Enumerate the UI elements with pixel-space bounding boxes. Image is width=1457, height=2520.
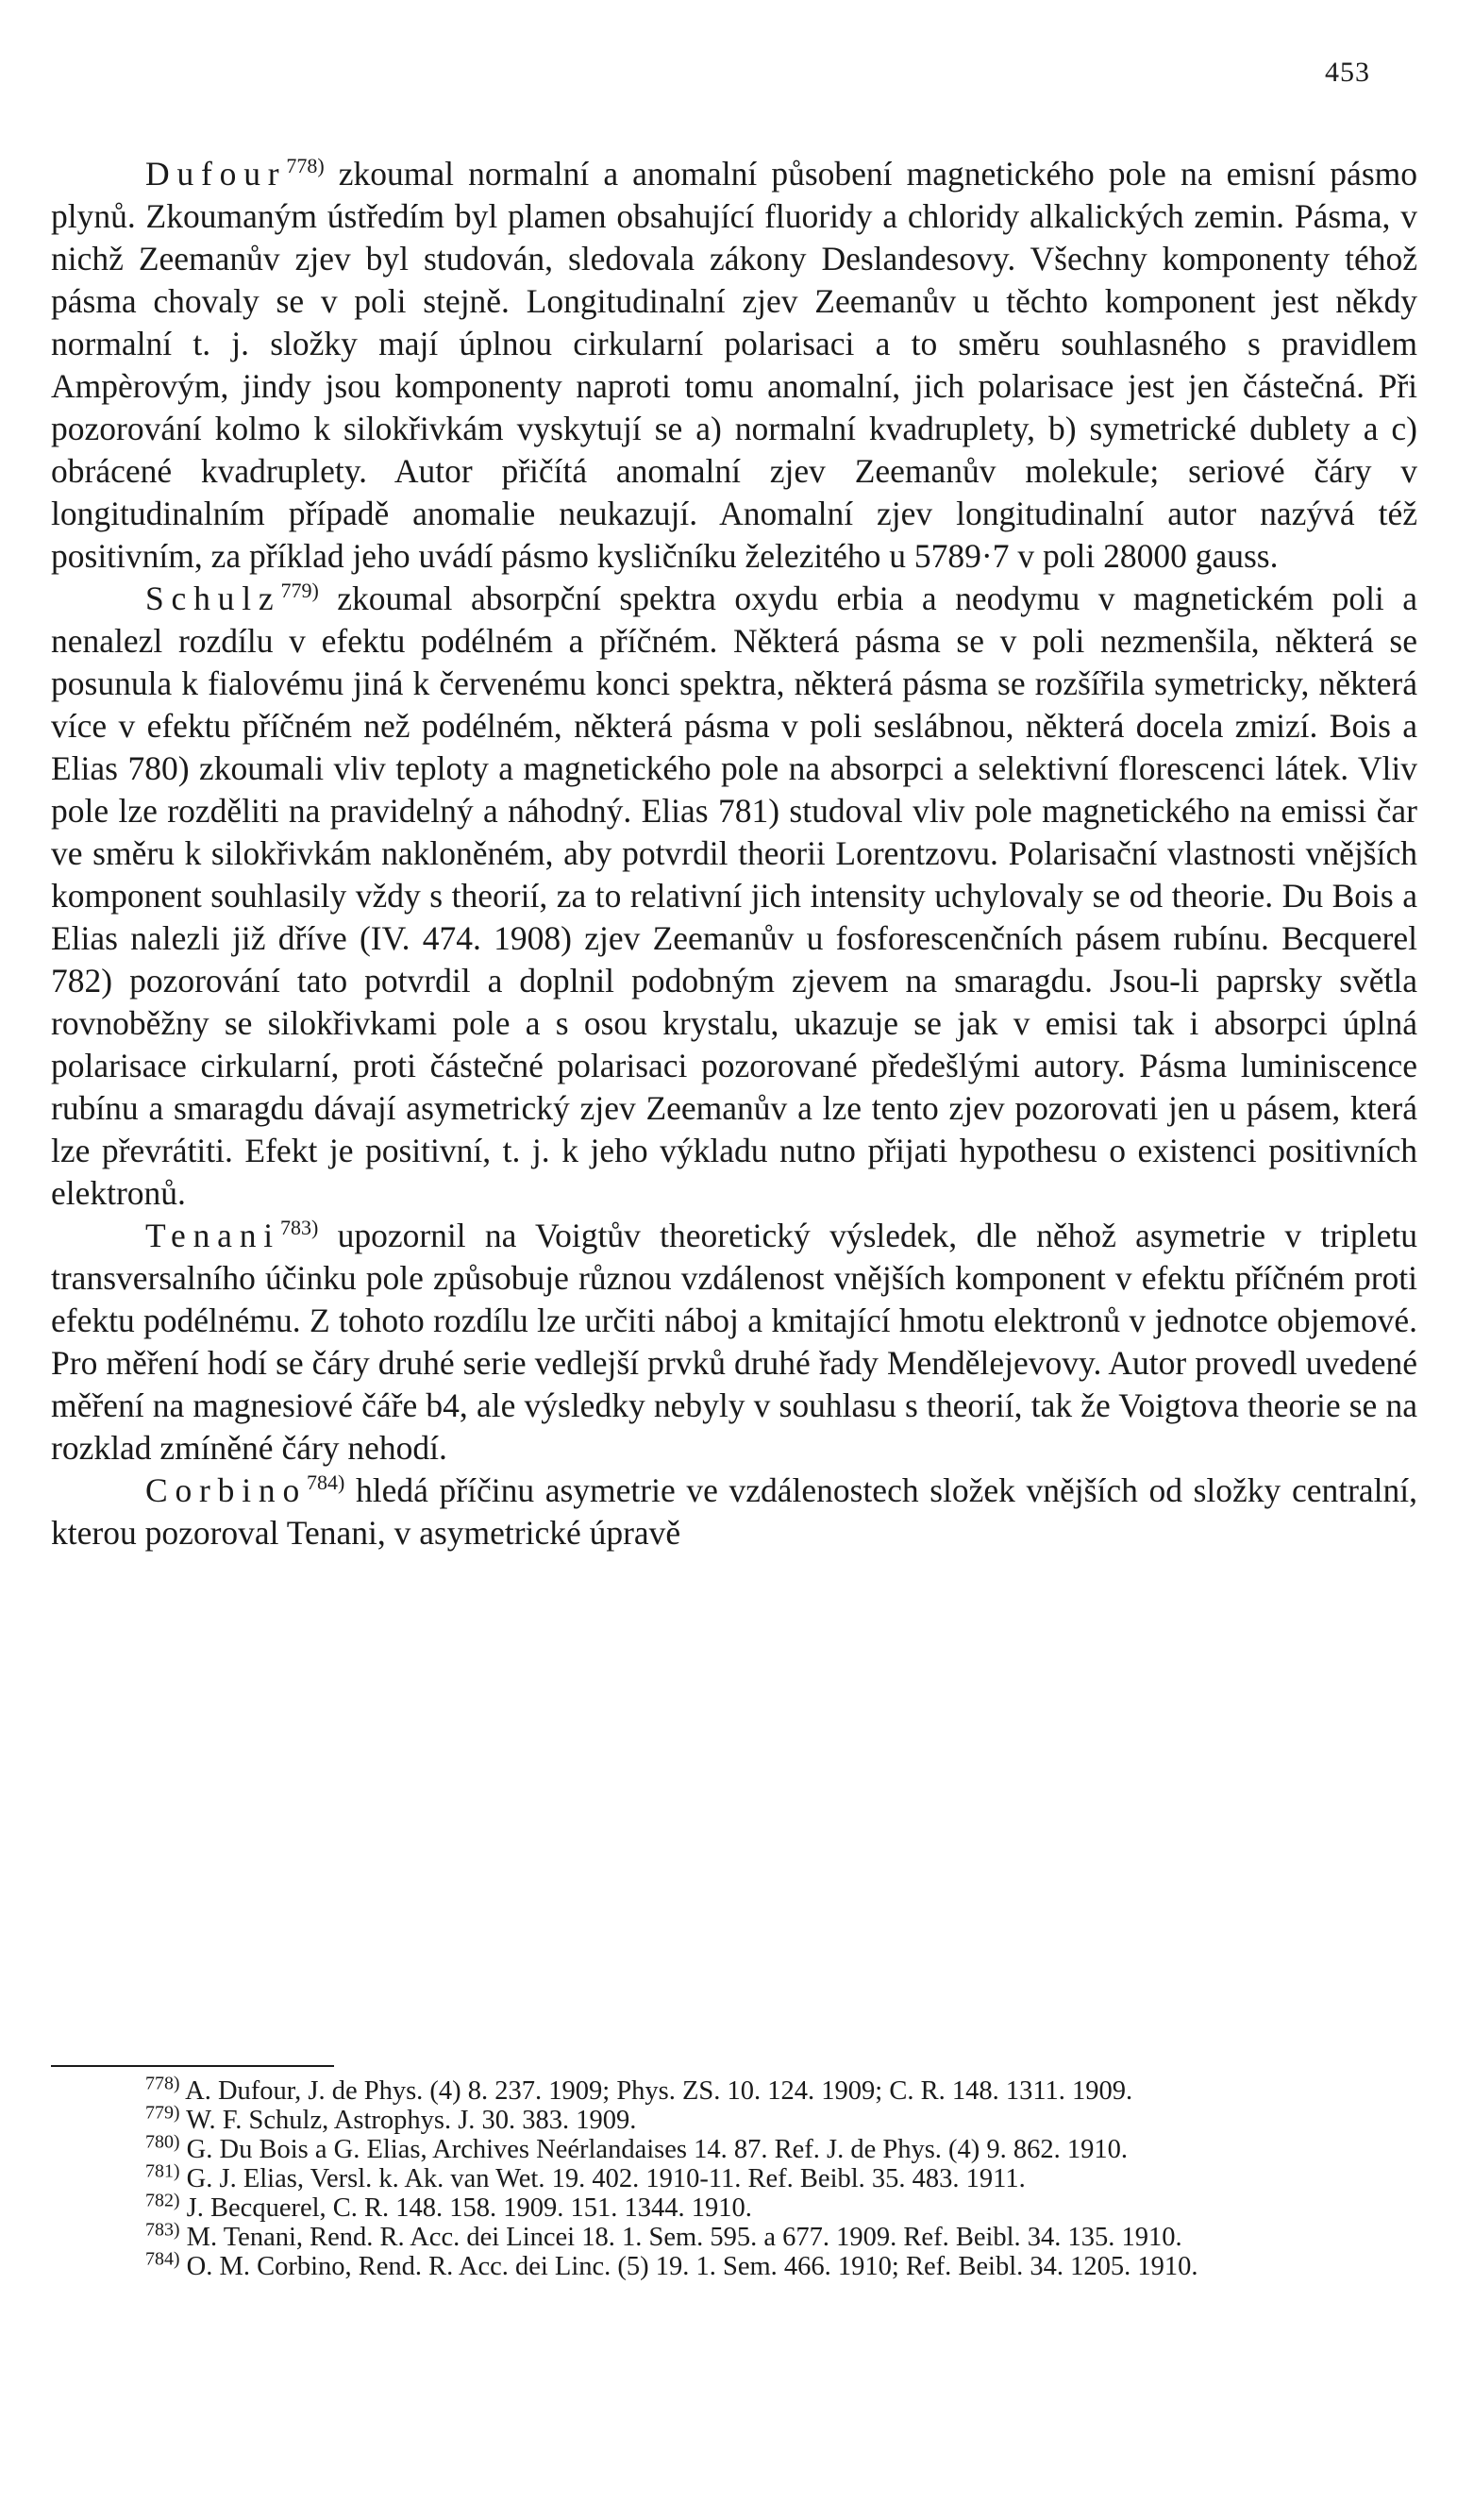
paragraph-text: zkoumal absorpční spektra oxydu erbia a neodymu v magnetickém poli a nenalezl rozdílu v efektu podélném a příčném. Některá pásma se v poli nezmenšila, některá se posunula k fialovému jiná k červenému konci spektra, některá pásma se rozšířila symetricky, některá více v efektu příčném než podélném, některá pásma v poli seslábnou, některá docela zmizí. Bois a Elias 780) zkoumali vliv teploty a magnetického pole na absorpci a selektivní florescenci látek. Vliv pole lze rozděliti na pravidelný a náhodný. Elias 781) studoval vliv pole magnetického na emissi čar ve směru k silokřivkám nakloněném, aby potvrdil theorii Lorentzovu. Polarisační vlastnosti vnějších komponent souhlasily vždy s theorií, za to relativní jich intensity uchylovaly se od theorie. Du Bois a Elias nalezli již dříve (IV. 474. 1908) zjev Zeemanův u fosforescenčních pásem rubínu. Becquerel 782) pozorování tato potvrdil a doplnil podobným zjevem na smaragdu. Jsou-li paprsky světla rovnoběžny se silokřivkami pole a s osou krystalu, ukazuje se jak v emisi tak i absorpci úplná polarisace cirkularní, proti částečné polarisaci pozorované předešlými autory. Pásma luminiscence rubínu a smaragdu dávají asymetrický zjev Zeemanův a lze tento zjev pozorovati jen u pásem, která lze převrátiti. Efekt je positivní, t. j. k jeho výkladu nutno přijati hypothesu o existenci positivních elektronů. xyxy=(51,580,1417,1212)
ref-779: 779) xyxy=(280,579,319,603)
paragraph-text: zkoumal normalní a anomalní působení magnetického pole na emisní pásmo plynů. Zkoumaným ústředím byl plamen obsahující fluoridy a chloridy alkalických zemin. Pásma, v nichž Zeemanův zjev byl studován, sledovala zákony Deslandesovy. Všechny komponenty téhož pásma chovaly se v poli stejně. Longitudinalní zjev Zeemanův u těchto komponent jest někdy normalní t. j. složky mají úplnou cirkularní polarisaci a to směru souhlasného s pravidlem Ampèrovým, jindy jsou komponenty naproti tomu anomalní, jich polarisace jest jen částečná. Při pozorování kolmo k silokřivkám vyskytují se a) normalní kvadruplety, b) symetrické dublety a c) obrácené kvadruplety. Autor přičítá anomalní zjev Zeemanův molekule; seriové čáry v longitudinalním případě anomalie neukazují. Anomalní zjev longitudinalní autor nazývá též positivním, za příklad jeho uvádí pásmo kysličníku železitého u 5789·7 v poli 28000 gauss. xyxy=(51,155,1417,575)
footnote-number: 781) xyxy=(145,2160,180,2182)
footnote-text: G. Du Bois a G. Elias, Archives Neérlandaises 14. 87. Ref. J. de Phys. (4) 9. 862. 1910. xyxy=(186,2135,1129,2164)
author-schulz: Schulz xyxy=(145,580,281,617)
author-corbino: Corbino xyxy=(145,1471,308,1509)
page-number: 453 xyxy=(1325,57,1370,88)
footnote-text: O. M. Corbino, Rend. R. Acc. dei Linc. (5) 19. 1. Sem. 466. 1910; Ref. Beibl. 34. 1205. 1910. xyxy=(186,2252,1198,2281)
footnote-783 xyxy=(51,2219,1417,2252)
paragraph-schulz xyxy=(51,578,1417,1215)
footnote-text: J. Becquerel, C. R. 148. 158. 1909. 151. 1344. 1910. xyxy=(186,2193,752,2223)
paragraph-text: upozornil na Voigtův theoretický výsledek, dle něhož asymetrie v tripletu transversalního účinku pole způsobuje různou vzdálenost vnějších komponent v efektu příčném proti efektu podélnému. Z tohoto rozdílu lze určiti náboj a kmitající hmotu elektronů v jednotce objemové. Pro měření hodí se čáry druhé serie vedlejší prvků druhé řady Mendělejevovy. Autor provedl uvedené měření na magnesiové čáře b4, ale výsledky nebyly v souhlasu s theorií, tak že Voigtova theorie se na rozklad zmíněné čáry nehodí. xyxy=(51,1217,1417,1467)
ref-778: 778) xyxy=(286,154,325,178)
footnote-number: 783) xyxy=(145,2219,180,2241)
footnote-781 xyxy=(51,2160,1417,2193)
author-dufour: Dufour xyxy=(145,155,287,193)
footnote-number: 784) xyxy=(145,2248,180,2270)
footnote-782 xyxy=(51,2190,1417,2223)
footnote-number: 782) xyxy=(145,2190,180,2211)
footnote-number: 779) xyxy=(145,2102,180,2124)
paragraph-dufour xyxy=(51,153,1417,578)
author-tenani: Tenani xyxy=(145,1217,280,1254)
footnote-number: 780) xyxy=(145,2131,180,2153)
paragraph-text: hledá příčinu asymetrie ve vzdálenostech složek vnějších od složky centralní, kterou pozoroval Tenani, v asymetrické úpravě xyxy=(51,1471,1417,1552)
footnote-778 xyxy=(51,2073,1417,2106)
footnote-text: G. J. Elias, Versl. k. Ak. van Wet. 19. 402. 1910-11. Ref. Beibl. 35. 483. 1911. xyxy=(186,2164,1026,2193)
main-text xyxy=(51,153,1417,1554)
footnote-780 xyxy=(51,2131,1417,2164)
footnotes xyxy=(51,2073,1417,2281)
footnote-784 xyxy=(51,2248,1417,2281)
ref-784: 784) xyxy=(307,1470,345,1495)
footnote-text: W. F. Schulz, Astrophys. J. 30. 383. 1909. xyxy=(186,2106,637,2135)
paragraph-tenani xyxy=(51,1215,1417,1470)
footnote-divider xyxy=(51,2065,334,2067)
paragraph-corbino xyxy=(51,1470,1417,1554)
footnote-779 xyxy=(51,2102,1417,2135)
footnote-text: A. Dufour, J. de Phys. (4) 8. 237. 1909; Phys. ZS. 10. 124. 1909; C. R. 148. 1311. 1909. xyxy=(185,2076,1133,2106)
ref-783: 783) xyxy=(279,1216,319,1240)
footnote-number: 778) xyxy=(145,2073,180,2094)
footnote-text: M. Tenani, Rend. R. Acc. dei Lincei 18. 1. Sem. 595. a 677. 1909. Ref. Beibl. 34. 135. 1910. xyxy=(186,2223,1182,2252)
